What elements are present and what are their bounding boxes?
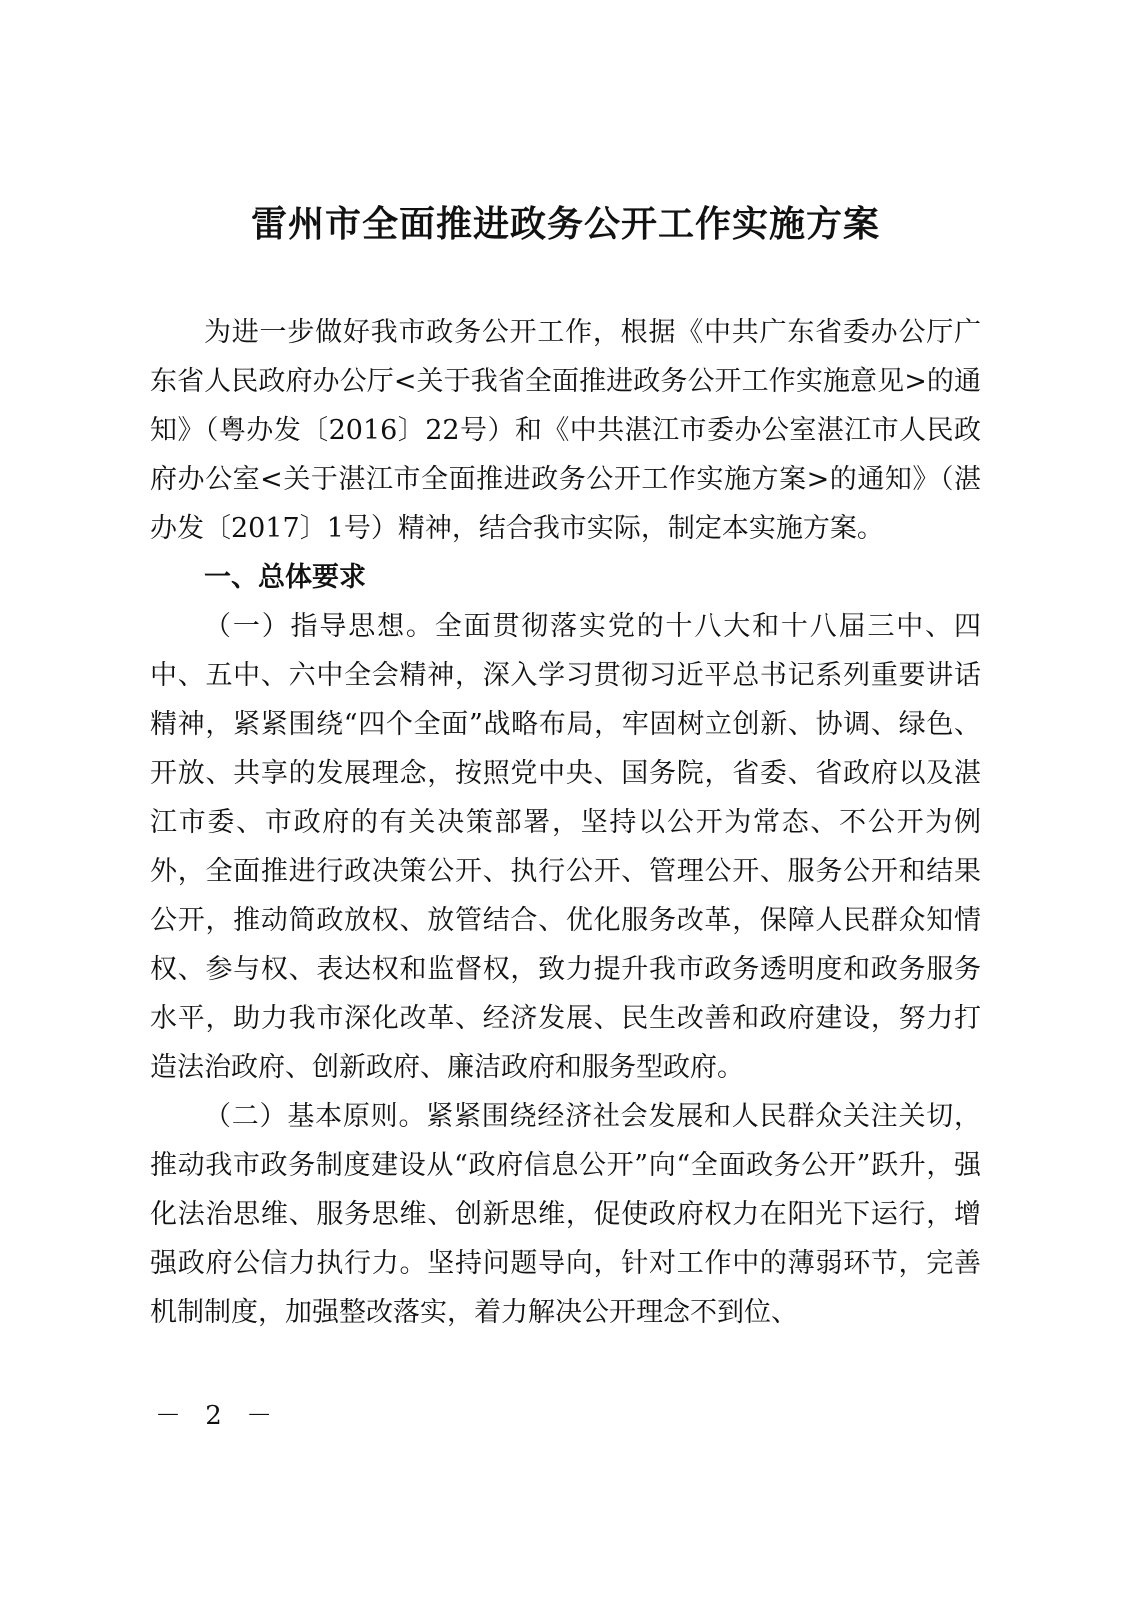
page-number: － 2 －	[155, 1401, 281, 1431]
guiding-ideology-paragraph: （一）指导思想。全面贯彻落实党的十八大和十八届三中、四中、五中、六中全会精神，深入学习贯彻习近平总书记系列重要讲话精神，紧紧围绕“四个全面”战略布局，牢固树立创新、协调、绿色、开放、共享的发展理念，按照党中央、国务院，省委、省政府以及湛江市委、市政府的有关决策部署，坚持以公开为常态、不公开为例外，全面推进行政决策公开、执行公开、管理公开、服务公开和结果公开，推动简政放权、放管结合、优化服务改革，保障人民群众知情权、参与权、表达权和监督权，致力提升我市政务透明度和政务服务水平，助力我市深化改革、经济发展、民生改善和政府建设，努力打造法治政府、创新政府、廉洁政府和服务型政府。	[150, 611, 981, 1083]
document-title: 雷州市全面推进政务公开工作实施方案	[250, 204, 880, 245]
document-body	[150, 308, 981, 1337]
intro-paragraph: 为进一步做好我市政务公开工作，根据《中共广东省委办公厅广东省人民政府办公厅<关于我省全面推进政务公开工作实施意见>的通知》（粤办发〔2016〕22号）和《中共湛江市委办公室湛江市人民政府办公室<关于湛江市全面推进政务公开工作实施方案>的通知》（湛办发〔2017〕1号）精神，结合我市实际，制定本实施方案。	[150, 317, 981, 544]
section-heading-general-requirements: 一、总体要求	[204, 562, 366, 593]
basic-principles-paragraph: （二）基本原则。紧紧围绕经济社会发展和人民群众关注关切，推动我市政务制度建设从“政府信息公开”向“全面政务公开”跃升，强化法治思维、服务思维、创新思维，促使政府权力在阳光下运行，增强政府公信力执行力。坚持问题导向，针对工作中的薄弱环节，完善机制制度，加强整改落实，着力解决公开理念不到位、	[150, 1101, 981, 1328]
